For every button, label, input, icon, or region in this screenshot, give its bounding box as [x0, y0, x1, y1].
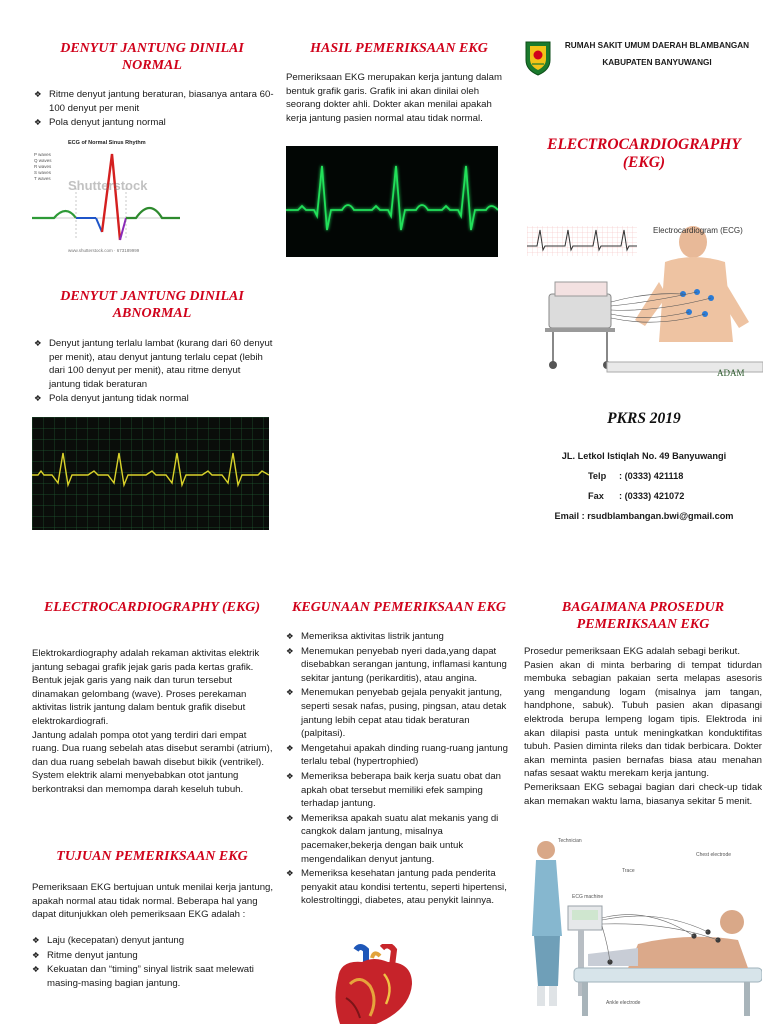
ekg-def-title: ELECTROCARDIOGRAPHY (EKG): [43, 600, 261, 615]
diagram-label: Ankle electrode: [606, 1000, 641, 1006]
fax-label: Fax: [588, 491, 604, 501]
list-item: ❖ Pola denyut jantung tidak normal: [34, 392, 274, 406]
prosedur-text: [524, 645, 762, 808]
heart-icon: [326, 944, 422, 1024]
image-title: ECG of Normal Sinus Rhythm: [68, 140, 146, 146]
abnormal-waveform: [32, 417, 269, 530]
list-item: ❖ Denyut jantung terlalu lambat (kurang dari 60 denyut per menit), atau denyut jantung terlalu cepat (lebih dari 100 denyut per menit), atau ritme denyut jantung tidak beraturan: [34, 337, 274, 391]
prosedur-p1: Prosedur pemeriksaan EKG adalah sebagi berikut.: [524, 646, 740, 657]
tujuan-intro: Pemeriksaan EKG bertujuan untuk menilai kerja jantung, apakah normal atau tidak normal. Beberapa hal yang dapat ditunjukkan oleh pemeriksaan EKG adalah :: [32, 882, 274, 921]
abnormal-list: [34, 337, 274, 407]
image-watermark: Shutterstock: [68, 178, 148, 193]
cover-image-brand: ADAM: [717, 368, 745, 378]
abnormal-ecg-strip: [32, 417, 269, 530]
cover-title: ELECTROCARDIOGRAPHY (EKG): [547, 136, 741, 171]
fax-value: : (0333) 421072: [619, 491, 685, 501]
telp-value: : (0333) 421118: [619, 471, 684, 481]
telp-label: Telp: [588, 471, 607, 481]
cover-email: Email : rsudblambangan.bwi@gmail.com: [554, 511, 734, 521]
list-item: ❖ Memeriksa kesehatan jantung pada penderita penyakit atau kondisi tertentu, seperti hipertensi, kolestroltinggi, diabetes, atau penykit lainnya.: [286, 867, 514, 908]
list-item: ❖ Mengetahui apakah dinding ruang-ruang jantung terlalu tebal (hypertrophied): [286, 742, 514, 769]
list-item: ❖ Menemukan penyebab gejala penyakit jantung, seperti sesak nafas, pusing, pingsan, atau detak jantung lebih cepat atau tidak beraturan (palpitasi).: [286, 686, 514, 740]
list-item: ❖ Kekuatan dan “timing” sinyal listrik saat melewati masing-masing bagian jantung.: [32, 963, 276, 990]
procedure-illustration: [518, 836, 762, 1020]
list-item: ❖ Ritme denyut jantung beraturan, biasanya antara 60-100 denyut per menit: [34, 88, 274, 115]
hasil-ecg-monitor: [286, 146, 498, 257]
hasil-title: HASIL PEMERIKSAAN EKG: [310, 41, 488, 56]
cover-image-label: Electrocardiogram (ECG): [653, 226, 743, 235]
kegunaan-list: [286, 630, 514, 909]
normal-sinus-image: [32, 140, 180, 256]
ekg-def-text: [32, 647, 276, 797]
tujuan-title: TUJUAN PEMERIKSAAN EKG: [56, 849, 248, 864]
list-item: ❖ Memeriksa apakah suatu alat mekanis yang di cangkok dalam jantung, misalnya pacemaker,bekerja dengan baik untuk mengendalikan denyut jantung.: [286, 812, 514, 866]
shield-icon: [524, 40, 552, 76]
image-legend: P waves Q waves R waves S waves T waves: [34, 152, 52, 181]
prosedur-p3: Pemeriksaan EKG sebagai bagian dari check-up tidak akan memakan waktu lama, biasanya sekitar 5 menit.: [524, 781, 762, 807]
procedure-diagram: [518, 836, 762, 1020]
hospital-name: RUMAH SAKIT UMUM DAERAH BLAMBANGAN: [564, 41, 750, 50]
hasil-waveform: [286, 146, 498, 257]
hospital-logo: [524, 40, 552, 76]
list-item: ❖ Memeriksa beberapa baik kerja suatu obat dan apkah obat tersebut memiliki efek samping terhadap jantung.: [286, 770, 514, 811]
list-item: ❖ Memeriksa aktivitas listrik jantung: [286, 630, 514, 644]
list-item: ❖ Laju (kecepatan) denyut jantung: [32, 934, 276, 948]
list-item: ❖ Menemukan penyebab nyeri dada,yang dapat disebabkan serangan jantung, inflamasi kantung sekitar jantung (perikarditis), atau angina.: [286, 645, 514, 686]
ekg-def-p2: Jantung adalah pompa otot yang terdiri dari empat ruang. Dua ruang sebelah atas disebut serambi (atrium), dan dua ruang sebelah bawah disebut bikik (ventrikel). System elektrik alami menyebabkan otot jantung berkontraksi dan memompa darah keseluh tubuh.: [32, 729, 273, 795]
diagram-label: Chest electrode: [696, 852, 732, 858]
kegunaan-title: KEGUNAAN PEMERIKSAAN EKG: [292, 600, 506, 615]
heart-illustration: [326, 944, 422, 1024]
normal-list: [34, 88, 274, 131]
abnormal-title: DENYUT JANTUNG DINILAI ABNORMAL: [60, 289, 244, 321]
cover-ecg-illustration: [527, 222, 763, 382]
diagram-label: ECG machine: [572, 894, 604, 900]
list-item: ❖ Ritme denyut jantung: [32, 949, 276, 963]
diagram-label: Technician: [558, 838, 582, 844]
hasil-text: Pemeriksaan EKG merupakan kerja jantung dalam bentuk grafik garis. Grafik ini akan dinilai oleh seorang dokter ahli. Dokter akan menilai apakah kerja jantung pasien normal atau tidak normal.: [286, 72, 502, 124]
pkrs-year: PKRS 2019: [607, 410, 681, 427]
list-item: ❖ Pola denyut jantung normal: [34, 116, 274, 130]
ekg-def-p1: Elektrokardiography adalah rekaman aktivitas elektrik jantung sebagai grafik jejak garis pada kertas grafik. Bentuk jejak garis yang naik dan turun tersebut dinamakan gelombang (wave). Proses perekaman aktivitas listrik jantung dalam bentuk grafik disebut elektrokardiografi.: [32, 648, 260, 727]
diagram-label: Trace: [622, 868, 635, 874]
prosedur-p2: Pasien akan di minta berbaring di tempat tidurdan membuka sebagian pakaian serta melapas asesoris yang mengandung logam (misalnya jam tangan, handphone, sabuk). Tubuh pasien akan dipasangi elektroda berupa lempeng logam tipis. Elektroda ini akan dilapisi pasta untuk meningkatkan konduktifitas tubuh. Pasien diminta rileks dan tidak berbicara. Dokter akan meminta pasien bernafas biasa atau menahan nafas sesaat waktu merekam kerja jantung.: [524, 659, 762, 780]
cover-address: JL. Letkol Istiqlah No. 49 Banyuwangi: [561, 451, 727, 461]
hospital-region: KABUPATEN BANYUWANGI: [602, 58, 712, 67]
ecg-patient-illustration: [527, 222, 763, 382]
sinus-waveform: [32, 148, 180, 248]
normal-title: DENYUT JANTUNG DINILAI NORMAL: [60, 41, 244, 73]
prosedur-title: BAGAIMANA PROSEDUR PEMERIKSAAN EKG: [561, 600, 725, 632]
tujuan-list: [32, 934, 276, 991]
image-footer: www.shutterstock.com · 673189999: [68, 248, 140, 253]
